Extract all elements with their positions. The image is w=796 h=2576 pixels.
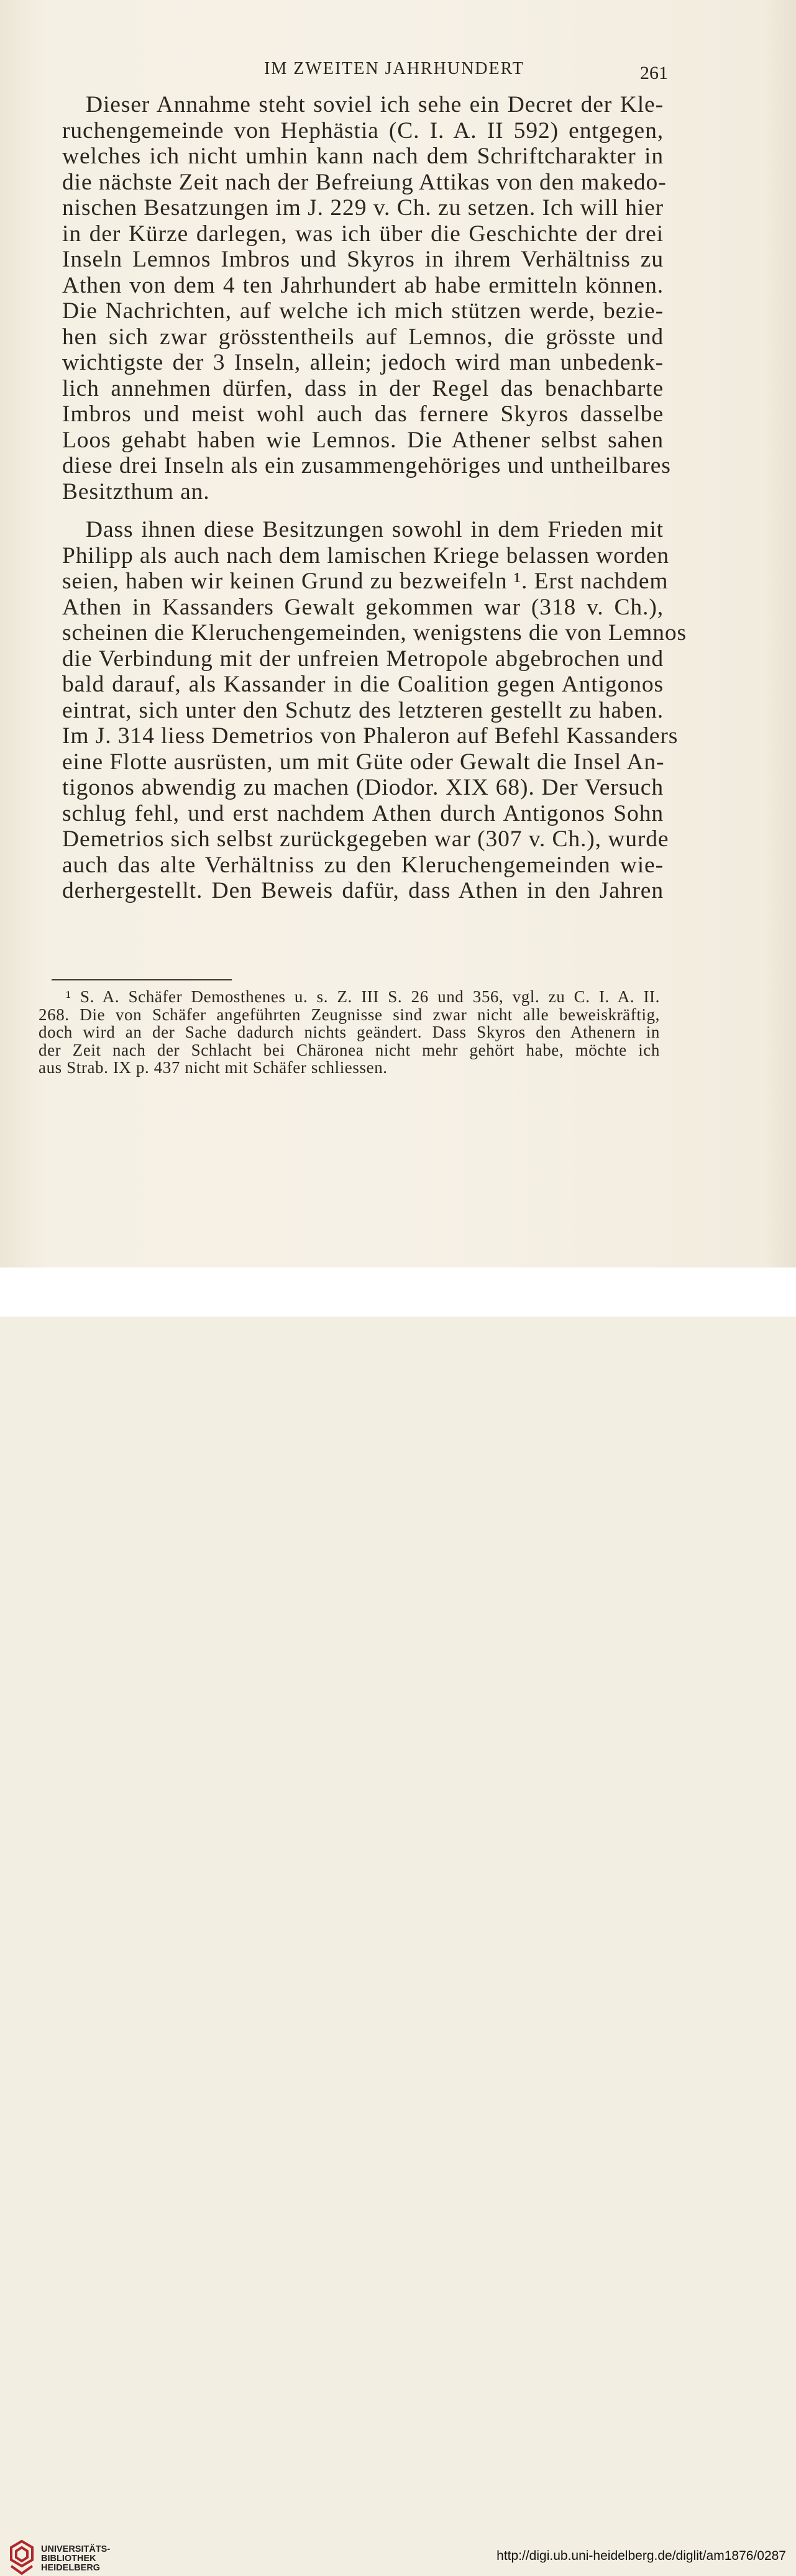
footnote-line: doch wird an der Sache dadurch nichts geändert. Dass Skyros den Athenern in	[39, 1023, 660, 1041]
text-line: eine Flotte ausrüsten, um mit Güte oder Gewalt die Insel An-	[62, 749, 665, 775]
body-text	[62, 92, 687, 904]
text-line: Loos gehabt haben wie Lemnos. Die Athener selbst sahen	[62, 427, 664, 453]
text-line: schlug fehl, und erst nachdem Athen durch Antigonos Sohn	[62, 800, 664, 826]
library-name-line: BIBLIOTHEK	[41, 2554, 96, 2564]
page-number: 261	[640, 63, 668, 83]
text-line: diese drei Inseln als ein zusammengehöriges und untheilbares	[62, 453, 671, 478]
text-line: Imbros und meist wohl auch das fernere Skyros dasselbe	[62, 401, 664, 427]
text-line: Philipp als auch nach dem lamischen Kriege belassen worden	[62, 542, 669, 569]
paragraph-2	[62, 517, 687, 904]
library-name-line: HEIDELBERG	[41, 2563, 101, 2573]
footnote-line: aus Strab. IX p. 437 nicht mit Schäfer schliessen.	[39, 1058, 388, 1077]
text-line: Inseln Lemnos Imbros und Skyros in ihrem Verhältniss zu	[62, 247, 664, 272]
footnote	[39, 988, 660, 1077]
footnote-line: ¹ S. A. Schäfer Demosthenes u. s. Z. III S. 26 und 356, vgl. zu C. I. A. II.	[66, 987, 660, 1006]
text-line: Die Nachrichten, auf welche ich mich stützen werde, bezie-	[62, 298, 664, 324]
text-line: seien, haben wir keinen Grund zu bezweifeln ¹. Erst nachdem	[62, 569, 669, 594]
page-header	[62, 59, 668, 84]
text-line: scheinen die Kleruchengemeinden, wenigstens die von Lemnos	[62, 620, 687, 646]
text-line: Im J. 314 liess Demetrios von Phaleron auf Befehl Kassanders	[62, 723, 679, 749]
text-line: derhergestellt. Den Beweis dafür, dass Athen in den Jahren	[62, 878, 664, 903]
text-line: bald darauf, als Kassander in die Coalition gegen Antigonos	[62, 672, 664, 697]
text-line: welches ich nicht umhin kann nach dem Schriftcharakter in	[62, 144, 664, 169]
text-line: Besitzthum an.	[62, 478, 210, 505]
text-line: die Verbindung mit der unfreien Metropole abgebrochen und	[62, 646, 664, 672]
running-title: IM ZWEITEN JAHRHUNDERT	[264, 59, 524, 78]
text-line: lich annehmen dürfen, dass in der Regel das benachbarte	[62, 375, 664, 401]
text-line: Athen von dem 4 ten Jahrhundert ab habe ermitteln können.	[62, 272, 664, 298]
text-line: in der Kürze darlegen, was ich über die Geschichte der drei	[62, 221, 664, 247]
scanned-page	[0, 0, 796, 1267]
permalink-url[interactable]: http://digi.ub.uni-heidelberg.de/diglit/am1876/0287	[496, 2549, 786, 2563]
text-line: ruchengemeinde von Hephästia (C. I. A. II 592) entgegen,	[62, 117, 664, 144]
text-line: Dieser Annahme steht soviel ich sehe ein Decret der Kle-	[86, 92, 664, 117]
text-line: auch das alte Verhältniss zu den Kleruchengemeinden wie-	[62, 852, 664, 878]
text-line: tigonos abwendig zu machen (Diodor. XIX 68). Der Versuch	[62, 775, 664, 800]
footnote-divider	[52, 979, 232, 980]
university-library-logo-icon	[9, 2539, 35, 2576]
text-line: Athen in Kassanders Gewalt gekommen war (318 v. Ch.),	[62, 594, 664, 620]
text-line: eintrat, sich unter den Schutz des letzteren gestellt zu haben.	[62, 697, 664, 723]
text-line: Demetrios sich selbst zurückgegeben war (307 v. Ch.), wurde	[62, 826, 669, 852]
footnote-line: 268. Die von Schäfer angeführten Zeugnisse sind zwar nicht alle beweiskräftig,	[39, 1005, 660, 1024]
library-name-line: UNIVERSITÄTS-	[41, 2544, 111, 2554]
text-line: nischen Besatzungen im J. 229 v. Ch. zu setzen. Ich will hier	[62, 195, 664, 221]
text-line: Dass ihnen diese Besitzungen sowohl in dem Frieden mit	[86, 517, 664, 542]
text-line: wichtigste der 3 Inseln, allein; jedoch wird man unbedenk-	[62, 350, 664, 375]
paragraph-1	[62, 92, 671, 505]
text-line: die nächste Zeit nach der Befreiung Attikas von den makedo-	[62, 169, 667, 195]
library-name	[41, 2545, 110, 2573]
text-line: hen sich zwar grösstentheils auf Lemnos, die grösste und	[62, 324, 664, 350]
footnote-line: der Zeit nach der Schlacht bei Chäronea nicht mehr gehört habe, möchte ich	[39, 1040, 660, 1059]
viewer-footer	[0, 1267, 796, 2573]
